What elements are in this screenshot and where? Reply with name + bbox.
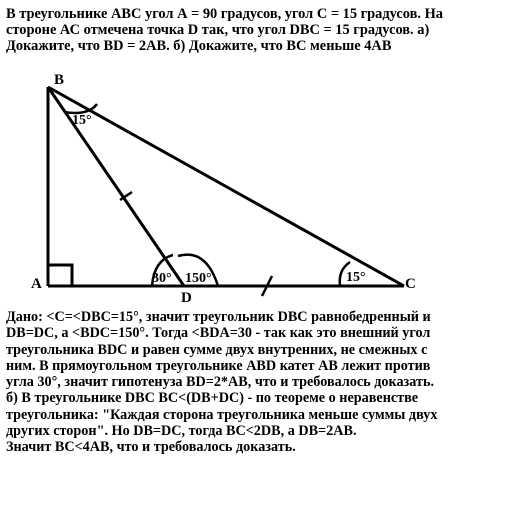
vertex-label-d: D — [181, 290, 192, 306]
solution-line-9: Значит BC<4AB, что и требовалось доказать. — [6, 439, 296, 456]
angle-label-b: 15° — [72, 113, 92, 128]
vertex-label-b: B — [54, 72, 65, 88]
solution-line-6: б) В треугольнике DBC BC<(DB+DC) - по теореме о неравенстве — [6, 390, 419, 407]
problem-line-1: В треугольнике АВС угол А = 90 градусов, угол С = 15 градусов. На — [6, 6, 443, 22]
segment-bd — [48, 87, 184, 286]
angle-label-c: 15° — [346, 270, 366, 285]
side-bc — [48, 87, 404, 286]
angle-label-bdc: 150° — [185, 271, 212, 286]
solution-line-7: треугольника: "Каждая сторона треугольника меньше суммы двух — [6, 406, 438, 423]
solution-line-5: угла 30°, значит гипотенуза BD=2*AB, что и требовалось доказать. — [6, 374, 434, 391]
solution-line-4: ним. В прямоугольном треугольнике ABD катет АВ лежит против — [6, 357, 431, 374]
vertex-label-a: A — [31, 276, 42, 292]
angle-label-adb: 30° — [152, 271, 172, 286]
solution-text — [6, 309, 510, 456]
solution-line-2: DB=DC, а <BDC=150°. Тогда <BDA=30 - так как это внешний угол — [6, 325, 431, 342]
solution-line-3: треугольника BDC и равен сумме двух внутренних, не смежных с — [6, 341, 428, 358]
solution-line-8: других сторон". Но DB=DC, тогда BC<2DB, а DB=2AB. — [6, 423, 357, 440]
vertex-label-c: C — [405, 276, 416, 292]
right-angle-mark — [48, 265, 72, 286]
solution-line-1: Дано: <C=<DBC=15°, значит треугольник DBC равнобедренный и — [6, 309, 431, 325]
problem-line-2: стороне АС отмечена точка D так, что угол DBC = 15 градусов. а) — [6, 22, 430, 38]
problem-line-3: Докажите, что BD = 2AB. б) Докажите, что BC меньше 4АВ — [6, 38, 392, 54]
